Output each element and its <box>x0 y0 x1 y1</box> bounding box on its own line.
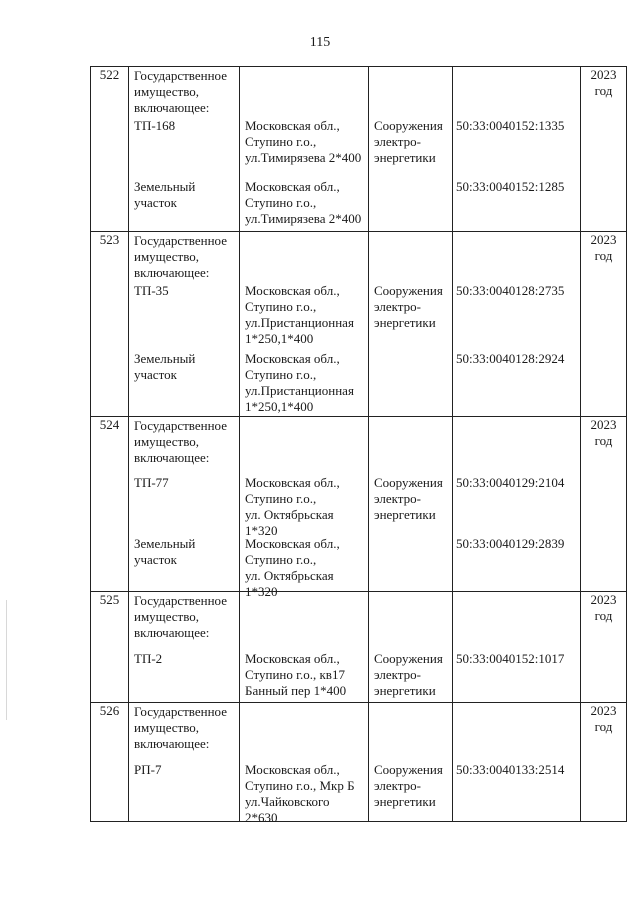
object-name: Земельный участок <box>134 536 196 567</box>
object-type-cell <box>369 703 453 822</box>
object-type: Сооружения электро- энергетики <box>374 762 443 809</box>
cadastral-number-cell <box>453 703 581 822</box>
object-address-cell <box>240 417 369 599</box>
object-type: Сооружения электро- энергетики <box>374 283 443 330</box>
object-name-cell <box>129 67 240 232</box>
row-number: 525 <box>91 592 129 703</box>
object-address-cell <box>240 592 369 703</box>
object-address: Московская обл., Ступино г.о., ул.Пристанционная 1*250,1*400 <box>245 351 354 414</box>
registry-row <box>91 67 627 232</box>
property-registry-table <box>90 66 627 825</box>
object-name: Земельный участок <box>134 351 196 382</box>
object-type: Сооружения электро- энергетики <box>374 118 443 165</box>
page-number: 115 <box>309 35 331 50</box>
row-number: 522 <box>91 67 129 232</box>
registry-row <box>91 703 627 822</box>
object-address-cell <box>240 232 369 417</box>
object-name: РП-7 <box>134 762 162 777</box>
registry-row <box>91 232 627 417</box>
row-number: 526 <box>91 703 129 822</box>
object-name-cell <box>129 232 240 417</box>
transfer-year: 2023 год <box>581 67 627 232</box>
cadastral-number: 50:33:0040128:2924 <box>456 351 565 366</box>
object-type: Сооружения электро- энергетики <box>374 475 443 522</box>
object-name: Государственное имущество, включающее: <box>134 704 227 751</box>
transfer-year: 2023 год <box>581 592 627 703</box>
cadastral-number-cell <box>453 67 581 232</box>
row-number: 524 <box>91 417 129 592</box>
transfer-year: 2023 год <box>581 417 627 592</box>
cadastral-number: 50:33:0040152:1285 <box>456 179 565 194</box>
object-type: Сооружения электро- энергетики <box>374 651 443 698</box>
object-type-cell <box>369 417 453 592</box>
cadastral-number: 50:33:0040152:1335 <box>456 118 565 133</box>
object-name: Земельный участок <box>134 179 196 210</box>
object-address: Московская обл., Ступино г.о., кв17 Банный пер 1*400 <box>245 651 347 698</box>
cadastral-number: 50:33:0040152:1017 <box>456 651 565 666</box>
object-address: Московская обл., Ступино г.о., ул. Октябрьская 1*320 <box>245 536 340 599</box>
cadastral-number: 50:33:0040133:2514 <box>456 762 565 777</box>
object-address: Московская обл., Ступино г.о., ул.Тимирязева 2*400 <box>245 179 362 226</box>
object-address: Московская обл., Ступино г.о., ул. Октябрьская 1*320 <box>245 475 340 538</box>
object-address: Московская обл., Ступино г.о., ул.Пристанционная 1*250,1*400 <box>245 283 354 346</box>
registry-row <box>91 592 627 703</box>
object-address: Московская обл., Ступино г.о., Мкр Б ул.Чайковского 2*630 <box>245 762 355 825</box>
registry-body <box>91 67 627 825</box>
object-name-cell <box>129 703 240 822</box>
object-name: ТП-2 <box>134 651 163 666</box>
object-name: Государственное имущество, включающее: <box>134 68 227 115</box>
object-type-cell <box>369 592 453 703</box>
object-name: ТП-77 <box>134 475 169 490</box>
object-type-cell <box>369 232 453 417</box>
scan-artifact-line <box>6 600 7 720</box>
object-address: Московская обл., Ступино г.о., ул.Тимирязева 2*400 <box>245 118 362 165</box>
cadastral-number-cell <box>453 417 581 592</box>
row-number: 523 <box>91 232 129 417</box>
object-name: Государственное имущество, включающее: <box>134 418 227 465</box>
object-name-cell <box>129 592 240 703</box>
object-type-cell <box>369 67 453 232</box>
transfer-year: 2023 год <box>581 703 627 822</box>
registry-row <box>91 417 627 592</box>
object-name: ТП-168 <box>134 118 176 133</box>
cadastral-number: 50:33:0040129:2104 <box>456 475 565 490</box>
object-name: Государственное имущество, включающее: <box>134 593 227 640</box>
transfer-year: 2023 год <box>581 232 627 417</box>
object-name: Государственное имущество, включающее: <box>134 233 227 280</box>
cadastral-number: 50:33:0040128:2735 <box>456 283 565 298</box>
object-name-cell <box>129 417 240 592</box>
object-address-cell <box>240 67 369 232</box>
cadastral-number-cell <box>453 592 581 703</box>
cadastral-number-cell <box>453 232 581 417</box>
object-address-cell <box>240 703 369 825</box>
cadastral-number: 50:33:0040129:2839 <box>456 536 565 551</box>
object-name: ТП-35 <box>134 283 169 298</box>
